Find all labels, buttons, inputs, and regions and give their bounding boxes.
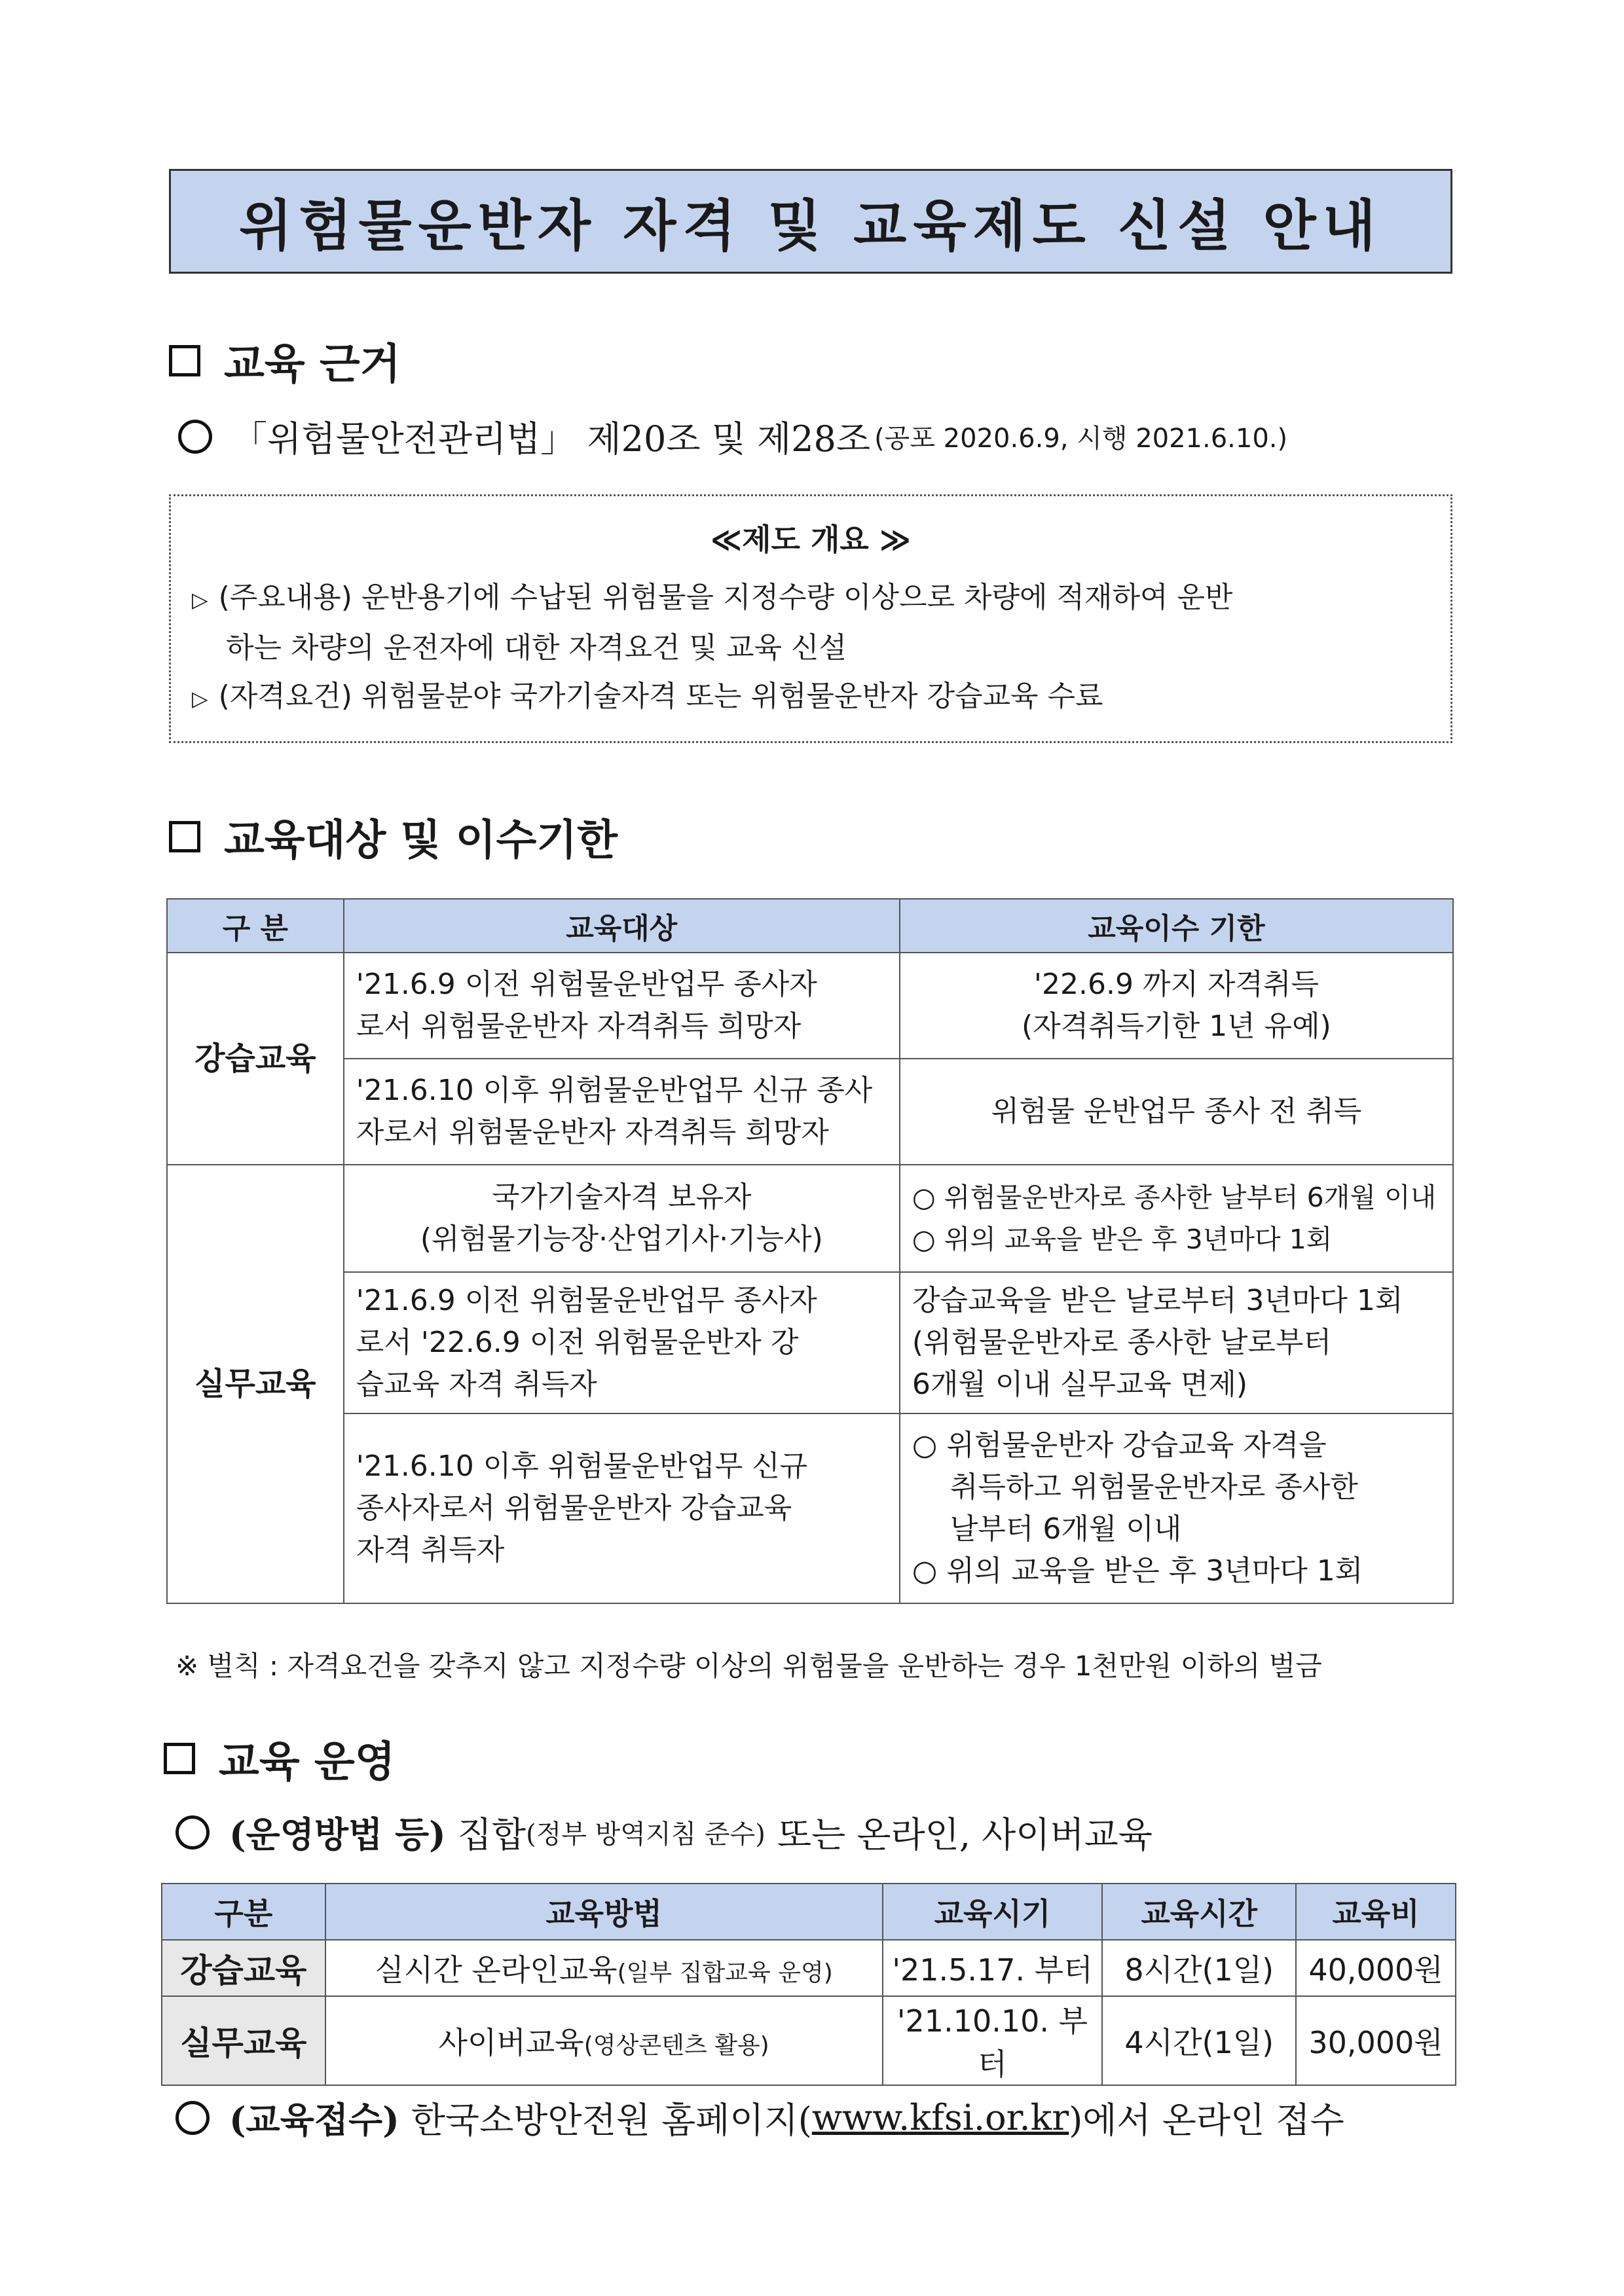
- circle-bullet-icon: [178, 420, 212, 454]
- overview-item: 하는 차량의 운전자에 대한 자격요건 및 교육 신설: [226, 631, 847, 665]
- triangle-bullet-icon: ▷: [192, 686, 208, 711]
- law-date: (공포 2020.6.9, 시행 2021.6.10.): [874, 424, 1288, 454]
- checkbox-square-icon: [164, 1743, 195, 1774]
- table-header: 교육비: [1296, 1884, 1456, 1940]
- title-banner: [169, 169, 1452, 274]
- penalty-note: ※ 벌칙 : 자격요건을 갖추지 않고 지정수량 이상의 위험물을 운반하는 경우 1천만원 이하의 벌금: [175, 1650, 1322, 1682]
- section-heading-operation: 교육 운영: [164, 1728, 396, 1789]
- table-row: 실무교육 국가기술자격 보유자 (위험물기능장·산업기사·기능사) ○ 위험물운반자로 종사한 날부터 6개월 이내 ○ 위의 교육을 받은 후 3년마다 1회: [167, 1165, 1453, 1272]
- section-heading-target: 교육대상 및 이수기한: [169, 807, 618, 867]
- table-header: 교육시간: [1102, 1884, 1296, 1940]
- table-header: 교육방법: [325, 1884, 883, 1940]
- overview-title: ≪제도 개요 ≫: [710, 522, 912, 557]
- table-header: 교육이수 기한: [900, 899, 1453, 953]
- circle-bullet-icon: [175, 1815, 210, 1850]
- section-heading-basis: 교육 근거: [169, 331, 401, 391]
- law-line: [178, 411, 1287, 462]
- checkbox-square-icon: [169, 821, 200, 852]
- triangle-bullet-icon: ▷: [192, 587, 208, 612]
- table-header: 교육시기: [883, 1884, 1103, 1940]
- table-header: 교육대상: [344, 899, 900, 953]
- table-row: 강습교육 실시간 온라인교육(일부 집합교육 운영) '21.5.17. 부터 8시간(1일) 40,000원: [162, 1940, 1456, 1996]
- table-row: '21.6.10 이후 위험물운반업무 신규 종사자로서 위험물운반자 강습교육 자격 취득자 ○ 위험물운반자 강습교육 자격을 취득하고 위험물운반자로 종사한 날부터 6개월 이내 ○ 위의 교육을 받은 후 3년마다 1회: [167, 1413, 1453, 1603]
- circle-bullet-icon: [175, 2101, 210, 2135]
- table-row: 실무교육 사이버교육(영상콘텐츠 활용) '21.10.10. 부터 4시간(1일) 30,000원: [162, 1996, 1456, 2085]
- method-line: (운영방법 등) 집합 (정부 방역지침 준수) 또는 온라인, 사이버교육: [175, 1807, 1153, 1857]
- page-title: 위험물운반자 자격 및 교육제도 신설 안내: [239, 193, 1382, 258]
- law-name: 「위험물안전관리법」 제20조 및 제28조: [232, 418, 871, 460]
- table-header: 구 분: [167, 899, 344, 953]
- table-row: '21.6.9 이전 위험물운반업무 종사자 로서 '22.6.9 이전 위험물운반자 강 습교육 자격 취득자 강습교육을 받은 날로부터 3년마다 1회 (위험물운반자로 종사한 날로부터 6개월 이내 실무교육 면제): [167, 1272, 1453, 1413]
- checkbox-square-icon: [169, 345, 200, 376]
- row-group-label: 강습교육: [167, 953, 344, 1165]
- apply-line: (교육접수) 한국소방안전원 홈페이지( www.kfsi.or.kr )에서 온라인 접수: [175, 2092, 1344, 2143]
- table-row: 강습교육 '21.6.9 이전 위험물운반업무 종사자 로서 위험물운반자 자격취득 희망자 '22.6.9 까지 자격취득 (자격취득기한 1년 유예): [167, 953, 1453, 1059]
- overview-item: ▷ (자격요건) 위험물분야 국가기술자격 또는 위험물운반자 강습교육 수료: [192, 680, 1103, 713]
- website-link[interactable]: www.kfsi.or.kr: [811, 2097, 1069, 2138]
- target-table: [166, 898, 1454, 1604]
- overview-item: ▷ (주요내용) 운반용기에 수납된 위험물을 지정수량 이상으로 차량에 적재하여 운반: [192, 581, 1233, 614]
- table-row: '21.6.10 이후 위험물운반업무 신규 종사 자로서 위험물운반자 자격취득 희망자 위험물 운반업무 종사 전 취득: [167, 1059, 1453, 1165]
- row-group-label: 실무교육: [167, 1165, 344, 1603]
- operation-table: [161, 1883, 1456, 2086]
- table-header: 구분: [162, 1884, 325, 1940]
- overview-box: [169, 494, 1452, 743]
